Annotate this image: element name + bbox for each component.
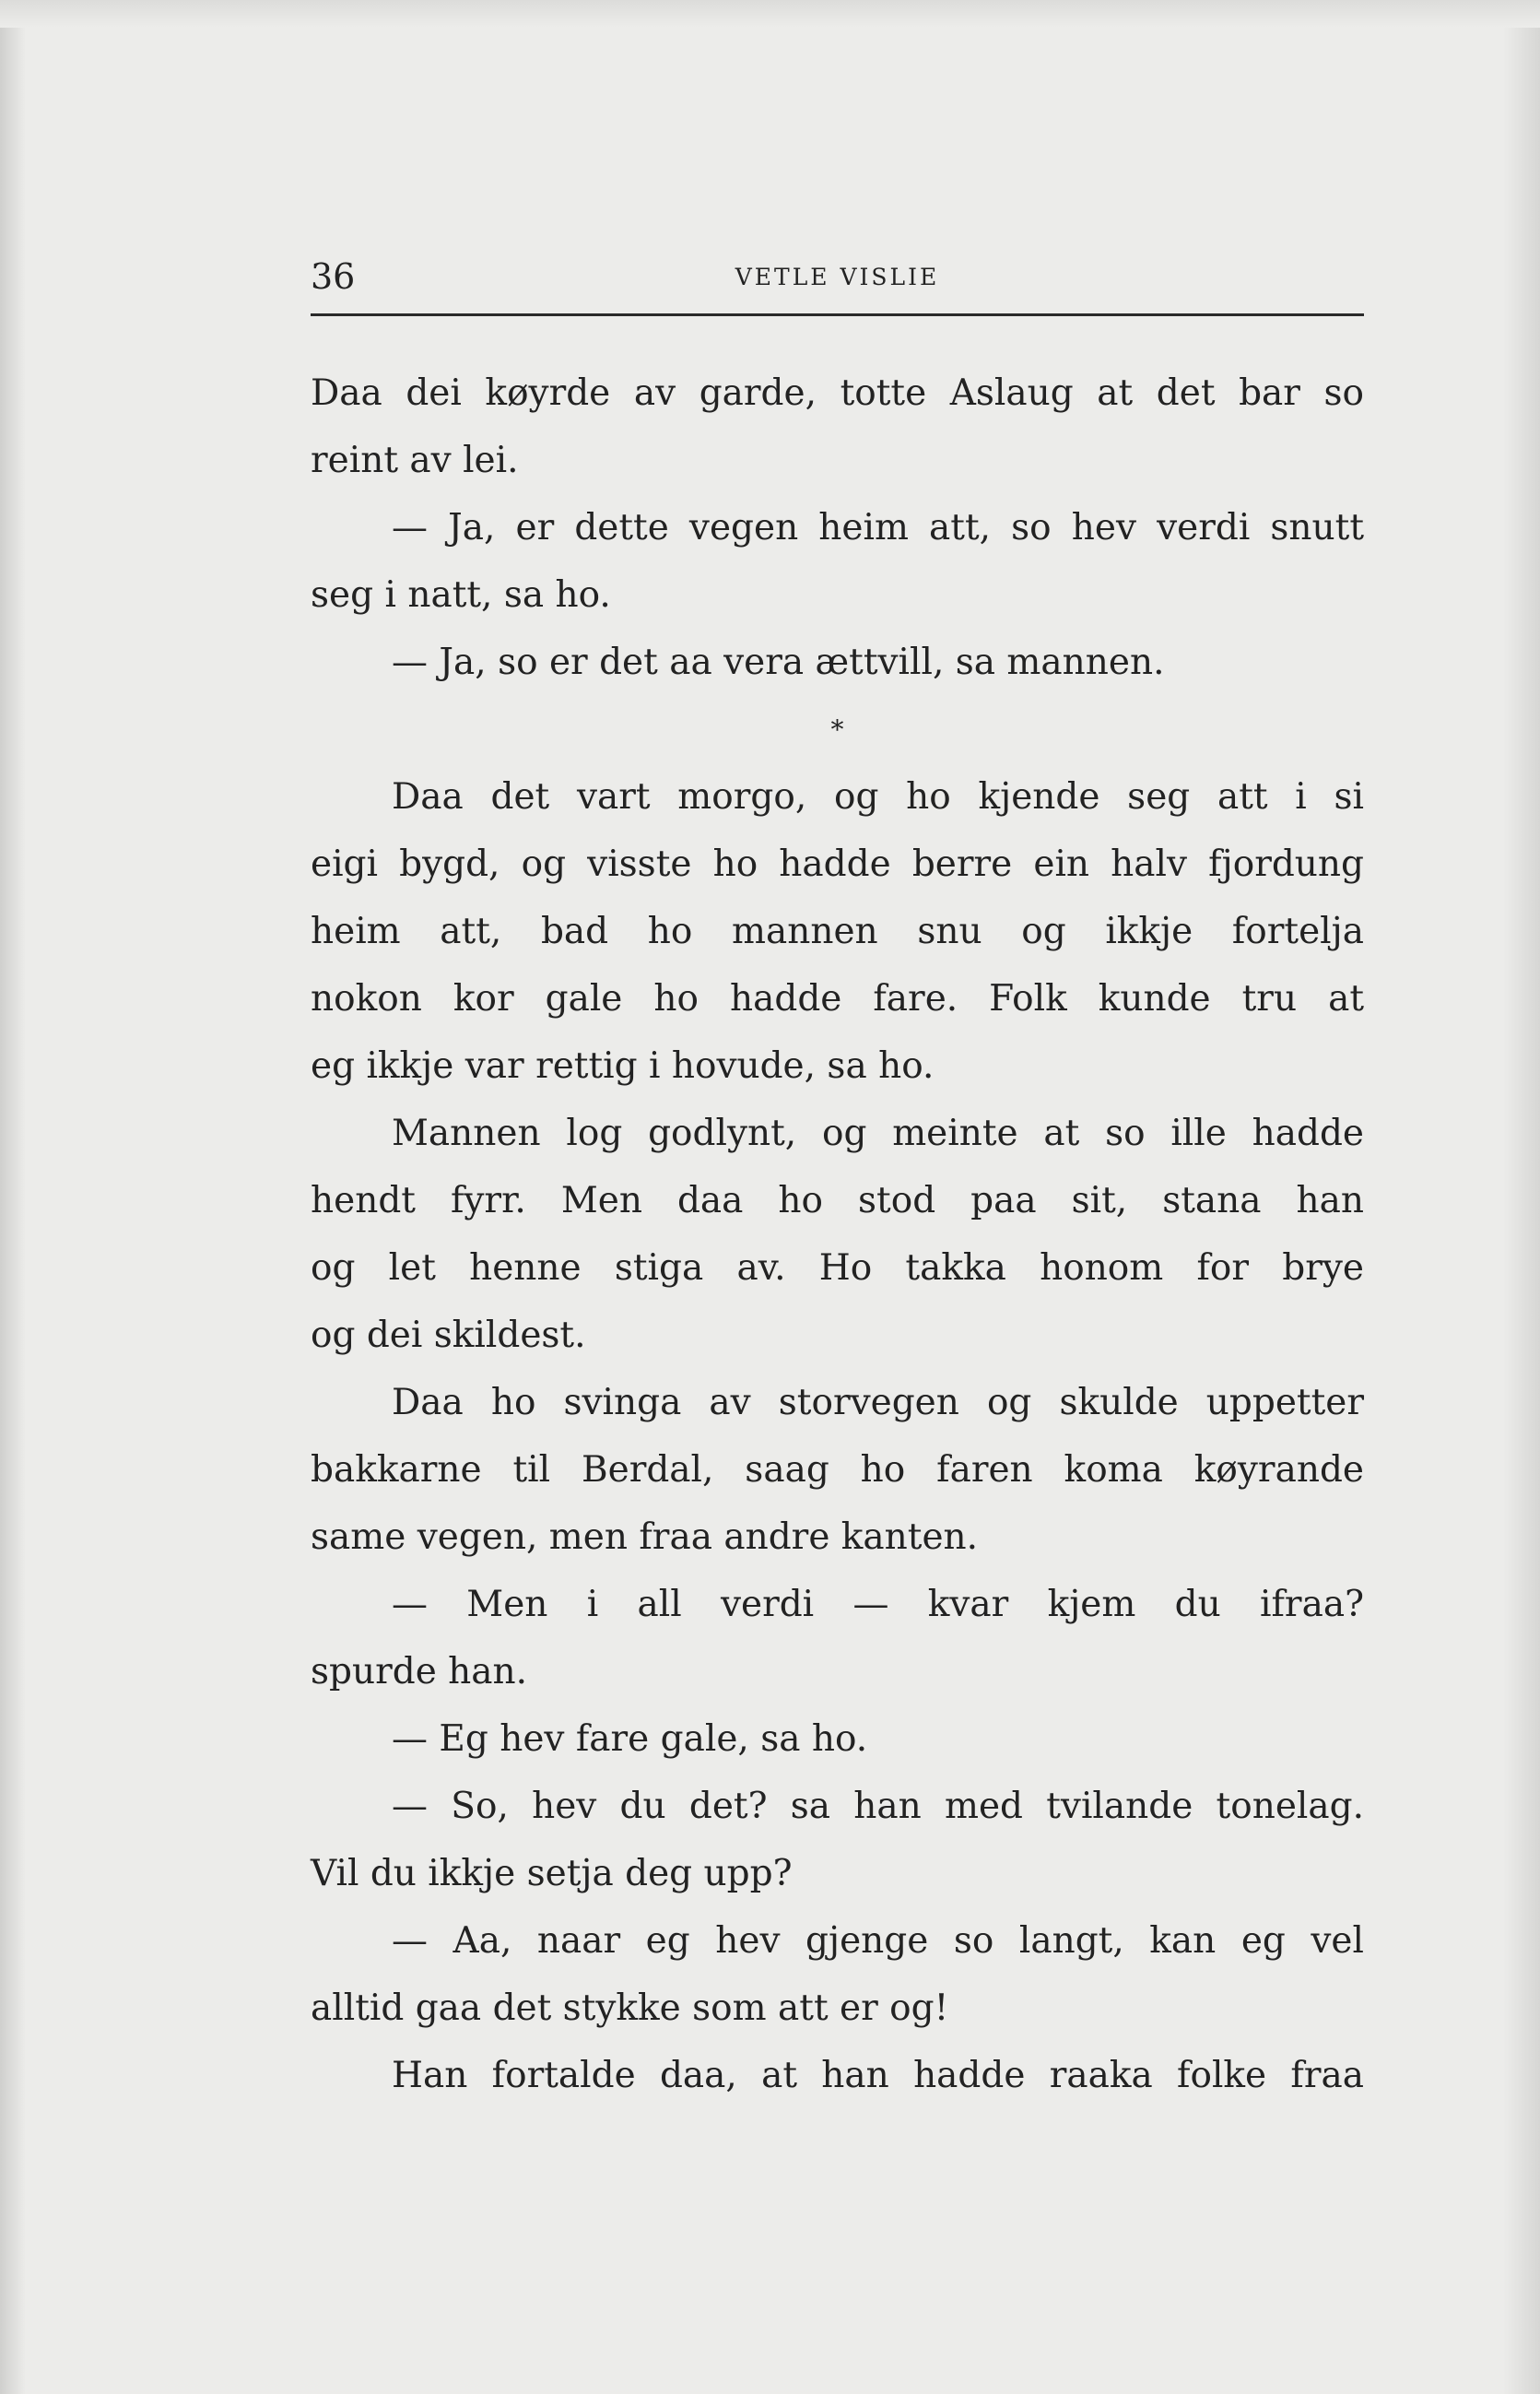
text-line: eg ikkje var rettig i hovude, sa ho. [311, 1045, 935, 1087]
text-line: — Ja, so er det aa vera ættvill, sa mannen. [392, 642, 1165, 683]
page-edge-shadow-right [1503, 0, 1540, 2394]
page-header [311, 249, 1364, 304]
text-line: bakkarne til Berdal, saag ho faren koma køyrande [311, 1449, 1364, 1491]
text-line: — So, hev du det? sa han med tvilande tonelag. [392, 1786, 1364, 1827]
text-line: spurde han. [311, 1651, 528, 1692]
text-line: og dei skildest. [311, 1315, 586, 1356]
text-line: heim att, bad ho mannen snu og ikkje fortelja [311, 911, 1364, 952]
section-separator: * [830, 714, 844, 745]
text-line: same vegen, men fraa andre kanten. [311, 1516, 979, 1558]
text-line: — Eg hev fare gale, sa ho. [392, 1718, 868, 1760]
text-line: Mannen log godlynt, og meinte at so ille hadde [392, 1113, 1364, 1154]
text-line: og let henne stiga av. Ho takka honom for brye [311, 1247, 1364, 1289]
text-line: Daa ho svinga av storvegen og skulde uppetter [392, 1382, 1364, 1423]
body-text [311, 360, 1364, 2109]
text-line: seg i natt, sa ho. [311, 574, 611, 616]
text-line: — Men i all verdi — kvar kjem du ifraa? [392, 1584, 1364, 1625]
text-line: eigi bygd, og visste ho hadde berre ein halv fjordung [311, 843, 1364, 885]
text-line: — Ja, er dette vegen heim att, so hev verdi snutt [392, 507, 1364, 548]
text-line: — Aa, naar eg hev gjenge so langt, kan eg vel [392, 1920, 1364, 1962]
page-number: 36 [311, 256, 356, 297]
text-line: Vil du ikkje setja deg upp? [311, 1853, 793, 1894]
page-edge-shadow-top [0, 0, 1540, 28]
text-line: alltid gaa det stykke som att er og! [311, 1987, 949, 2029]
header-rule [311, 313, 1364, 316]
page-edge-shadow-left [0, 0, 26, 2394]
text-line: Han fortalde daa, at han hadde raaka folke fraa [392, 2055, 1364, 2096]
text-line: Daa dei køyrde av garde, totte Aslaug at det bar so [311, 372, 1364, 414]
text-line: reint av lei. [311, 440, 519, 481]
text-line: Daa det vart morgo, og ho kjende seg att i si [392, 776, 1364, 818]
running-title: VETLE VISLIE [735, 264, 940, 290]
text-line: nokon kor gale ho hadde fare. Folk kunde tru at [311, 978, 1364, 1020]
text-line: hendt fyrr. Men daa ho stod paa sit, stana han [311, 1180, 1364, 1221]
